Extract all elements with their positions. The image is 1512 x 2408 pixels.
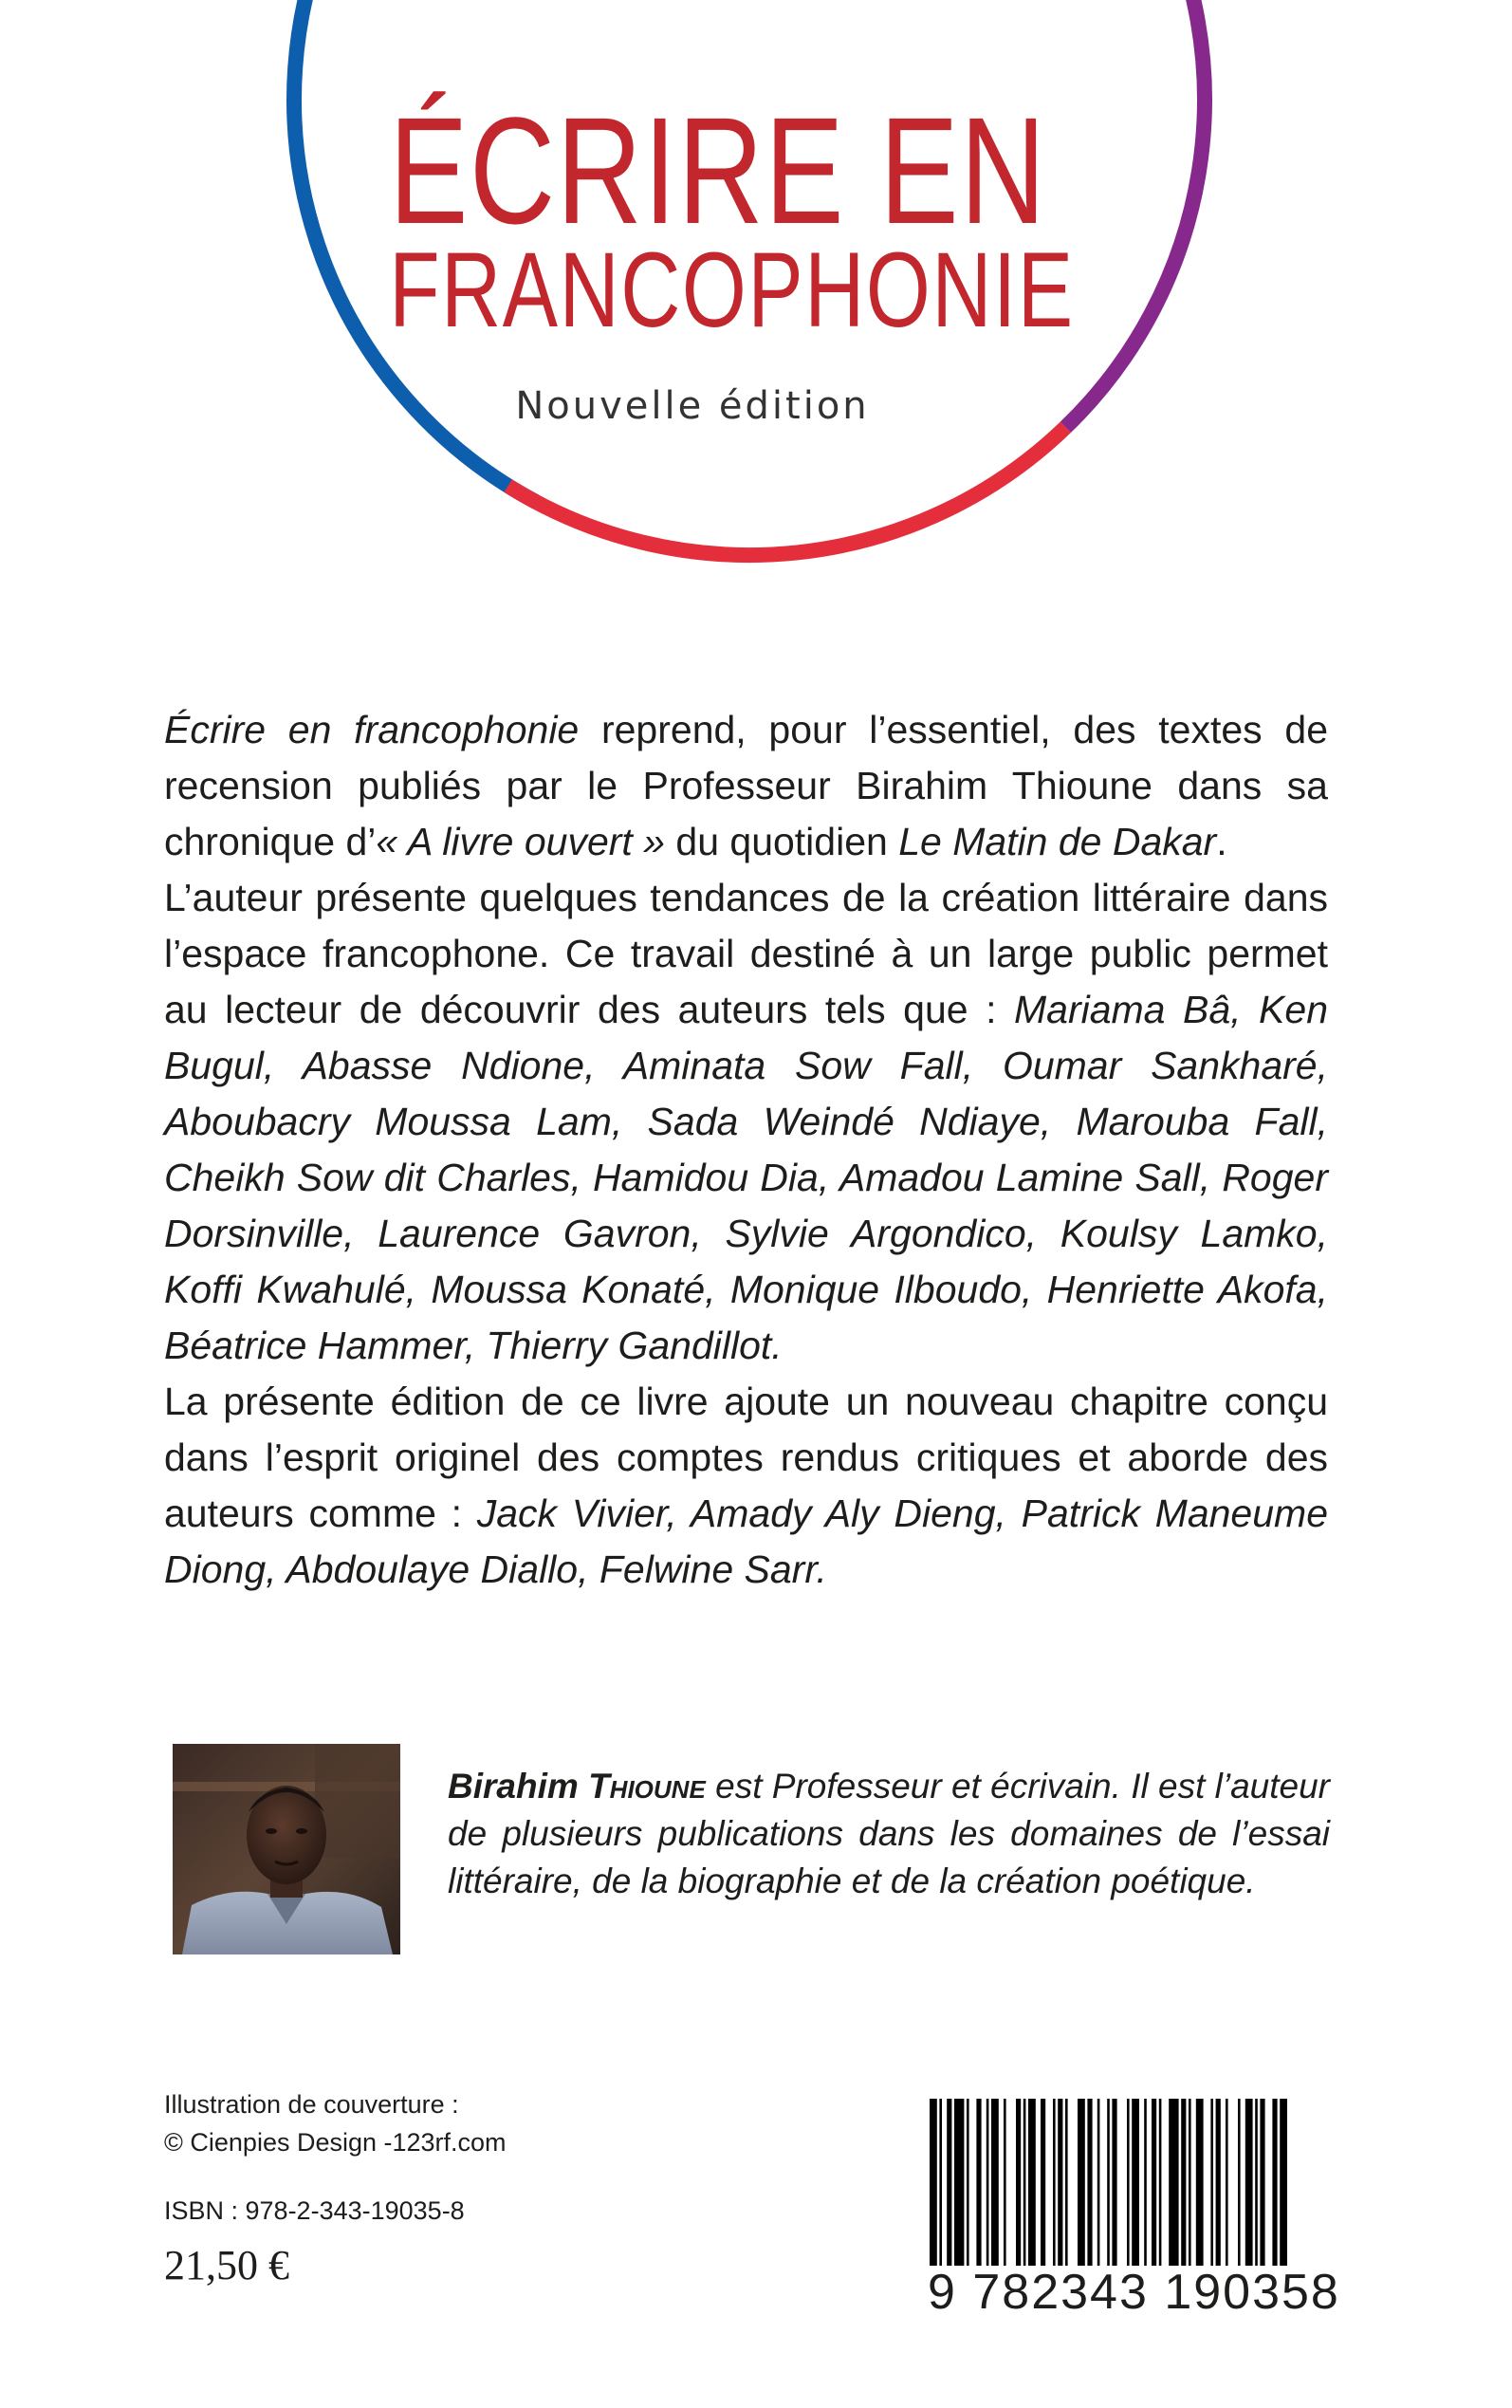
barcode-bar: [1255, 2099, 1258, 2266]
ring-red-arc: [508, 427, 1066, 555]
barcode-bar: [1280, 2099, 1287, 2266]
barcode-bar: [1169, 2099, 1178, 2266]
book-price: 21,50 €: [164, 2242, 289, 2288]
barcode-bar: [1216, 2099, 1221, 2266]
barcode-bar: [1238, 2099, 1241, 2266]
blurb-text: L’auteur présente quelques tendances de la création littéraire dans l’espace francophone. Ce travail destiné à un large public permet au lecteur de découvrir des auteurs tels que :: [164, 876, 1328, 1031]
barcode-bar: [947, 2099, 951, 2266]
isbn-number: ISBN : 978-2-343-19035-8: [164, 2196, 465, 2225]
barcode-bar: [1078, 2099, 1085, 2266]
blurb-text: La présente édition de ce livre ajoute un nouveau chapitre conçu dans l’esprit originel des comptes rendus critiques et aborde des auteurs comme :: [164, 1380, 1328, 1535]
barcode-bar: [1132, 2099, 1139, 2266]
barcode-bar: [1159, 2099, 1162, 2266]
cover-title-line-1: ÉCRIRE EN: [389, 85, 1047, 255]
barcode-bar: [939, 2099, 942, 2266]
barcode-bar: [1087, 2099, 1092, 2266]
column-title-reference: « A livre ouvert »: [376, 820, 665, 863]
book-title-reference: Écrire en francophonie: [164, 708, 580, 751]
barcode-bar: [1272, 2099, 1277, 2266]
blurb-text: .: [1216, 820, 1227, 863]
barcode-bar: [1127, 2099, 1130, 2266]
barcode-bar: [1226, 2099, 1228, 2266]
ring-purple-arc: [1065, 0, 1205, 427]
author-bio: [448, 1763, 1330, 1905]
barcode-bar: [967, 2099, 969, 2266]
barcode: [928, 2099, 1340, 2323]
barcode-bar: [1112, 2099, 1116, 2266]
credits-line-1: Illustration de couverture :: [164, 2090, 459, 2119]
barcode-bar: [976, 2099, 981, 2266]
barcode-bar: [1210, 2099, 1213, 2266]
back-cover-blurb: [164, 702, 1328, 1598]
barcode-bar: [1004, 2099, 1006, 2266]
barcode-bar: [1245, 2099, 1253, 2266]
barcode-bar: [1058, 2099, 1062, 2266]
cover-title-line-2: FRANCOPHONIE: [389, 231, 1075, 349]
author-portrait-image: [173, 1744, 400, 1954]
author-last-name: Thioune: [588, 1767, 706, 1806]
barcode-bar: [1065, 2099, 1068, 2266]
barcode-bar: [1181, 2099, 1186, 2266]
barcode-bar: [1152, 2099, 1156, 2266]
illustration-credits: [164, 2085, 507, 2161]
blurb-text: du quotidien: [665, 820, 899, 863]
blurb-paragraph-1: [164, 702, 1328, 870]
barcode-bar: [1196, 2099, 1204, 2266]
barcode-bar: [1016, 2099, 1021, 2266]
barcode-bar: [1144, 2099, 1147, 2266]
barcode-bar: [1097, 2099, 1100, 2266]
new-author-list: Jack Vivier, Amady Aly Dieng, Patrick Maneume Diong, Abdoulaye Diallo, Felwine Sarr.: [164, 1491, 1328, 1591]
author-bio-paragraph: [448, 1763, 1330, 1905]
barcode-digits: 9 782343 190358: [928, 2265, 1340, 2320]
cover-subtitle: Nouvelle édition: [515, 384, 870, 428]
barcode-bar: [1189, 2099, 1191, 2266]
barcode-bar: [1260, 2099, 1264, 2266]
blurb-paragraph-3: [164, 1374, 1328, 1598]
author-bio-text: est Professeur et écrivain. Il est l’auteur de plusieurs publications dans les domaines de l’essai littéraire, de la biographie et de la création poétique.: [448, 1767, 1331, 1900]
blurb-paragraph-2: [164, 870, 1328, 1374]
barcode-bar: [986, 2099, 989, 2266]
barcode-bar: [930, 2099, 937, 2266]
barcode-bar: [991, 2099, 999, 2266]
barcode-bar: [1028, 2099, 1036, 2266]
author-list: Mariama Bâ, Ken Bugul, Abasse Ndione, Aminata Sow Fall, Oumar Sankharé, Aboubacry Moussa Lam, Sada Weindé Ndiaye, Marouba Fall, Cheikh Sow dit Charles, Hamidou Dia, Amadou Lamine Sall, Roger Dorsinville, Laurence Gavron, Sylvie Argondico, Koulsy Lamko, Koffi Kwahulé, Moussa Konaté, Monique Ilboudo, Henriette Akofa, Béatrice Hammer, Thierry Gandillot.: [164, 988, 1328, 1367]
barcode-bar: [1053, 2099, 1056, 2266]
blurb-text: reprend, pour l’essentiel, des textes de recension publiés par le Professeur Birahim Thioune dans sa chronique d’: [164, 708, 1328, 863]
barcode-bar: [1107, 2099, 1110, 2266]
barcode-bar: [1023, 2099, 1026, 2266]
barcode-bar: [954, 2099, 964, 2266]
author-photo: [173, 1744, 400, 1954]
newspaper-title-reference: Le Matin de Dakar: [898, 820, 1217, 863]
barcode-bar: [1041, 2099, 1045, 2266]
barcode-bars: [928, 2099, 1317, 2269]
author-first-name: Birahim: [448, 1767, 579, 1806]
credits-line-2: © Cienpies Design -123rf.com: [164, 2128, 507, 2157]
